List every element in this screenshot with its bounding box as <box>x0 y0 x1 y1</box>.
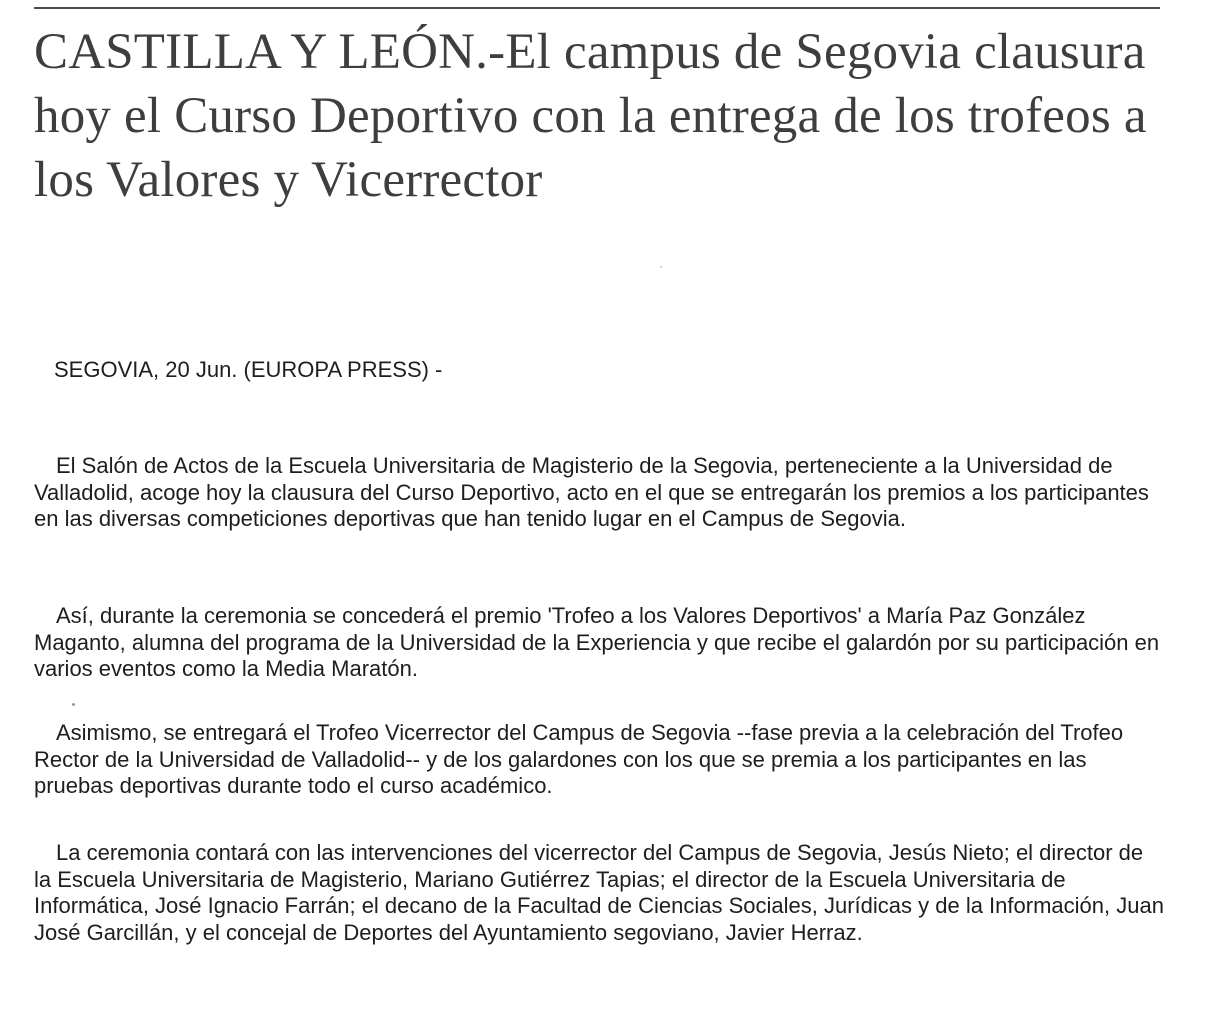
article-dateline: SEGOVIA, 20 Jun. (EUROPA PRESS) - <box>54 357 443 382</box>
article-headline: CASTILLA Y LEÓN.-El campus de Segovia clausura hoy el Curso Deportivo con la entrega de los trofeos a los Valores y Vicerrector <box>34 24 1147 208</box>
article-paragraph-3: Asimismo, se entregará el Trofeo Vicerrector del Campus de Segovia --fase previa a la celebración del Trofeo Rector de la Universidad de Valladolid-- y de los galardones con los que se premia a los participantes en las pruebas deportivas durante todo el curso académico. <box>34 720 1124 798</box>
article-paragraph-2: Así, durante la ceremonia se concederá el premio 'Trofeo a los Valores Deportivos' a María Paz González Maganto, alumna del programa de la Universidad de la Experiencia y que recibe el galardón por su participación en varios eventos como la Media Maratón. <box>34 603 1160 681</box>
article-paragraph-1: El Salón de Actos de la Escuela Universitaria de Magisterio de la Segovia, perteneciente a la Universidad de Valladolid, acoge hoy la clausura del Curso Deportivo, acto en el que se entregarán los premios a los participantes en las diversas competiciones deportivas que han tenido lugar en el Campus de Segovia. <box>34 453 1149 531</box>
article-paragraph-4: La ceremonia contará con las intervenciones del vicerrector del Campus de Segovia, Jesús Nieto; el director de la Escuela Universitaria de Magisterio, Mariano Gutiérrez Tapias; el director de la Escuela Universitaria de Informática, José Ignacio Farrán; el decano de la Facultad de Ciencias Sociales, Jurídicas y de la Información, Juan José Garcillán, y el concejal de Deportes del Ayuntamiento segoviano, Javier Herraz. <box>34 840 1164 945</box>
scan-speck <box>72 703 75 706</box>
top-divider <box>34 7 1160 9</box>
scan-speck <box>660 266 662 268</box>
